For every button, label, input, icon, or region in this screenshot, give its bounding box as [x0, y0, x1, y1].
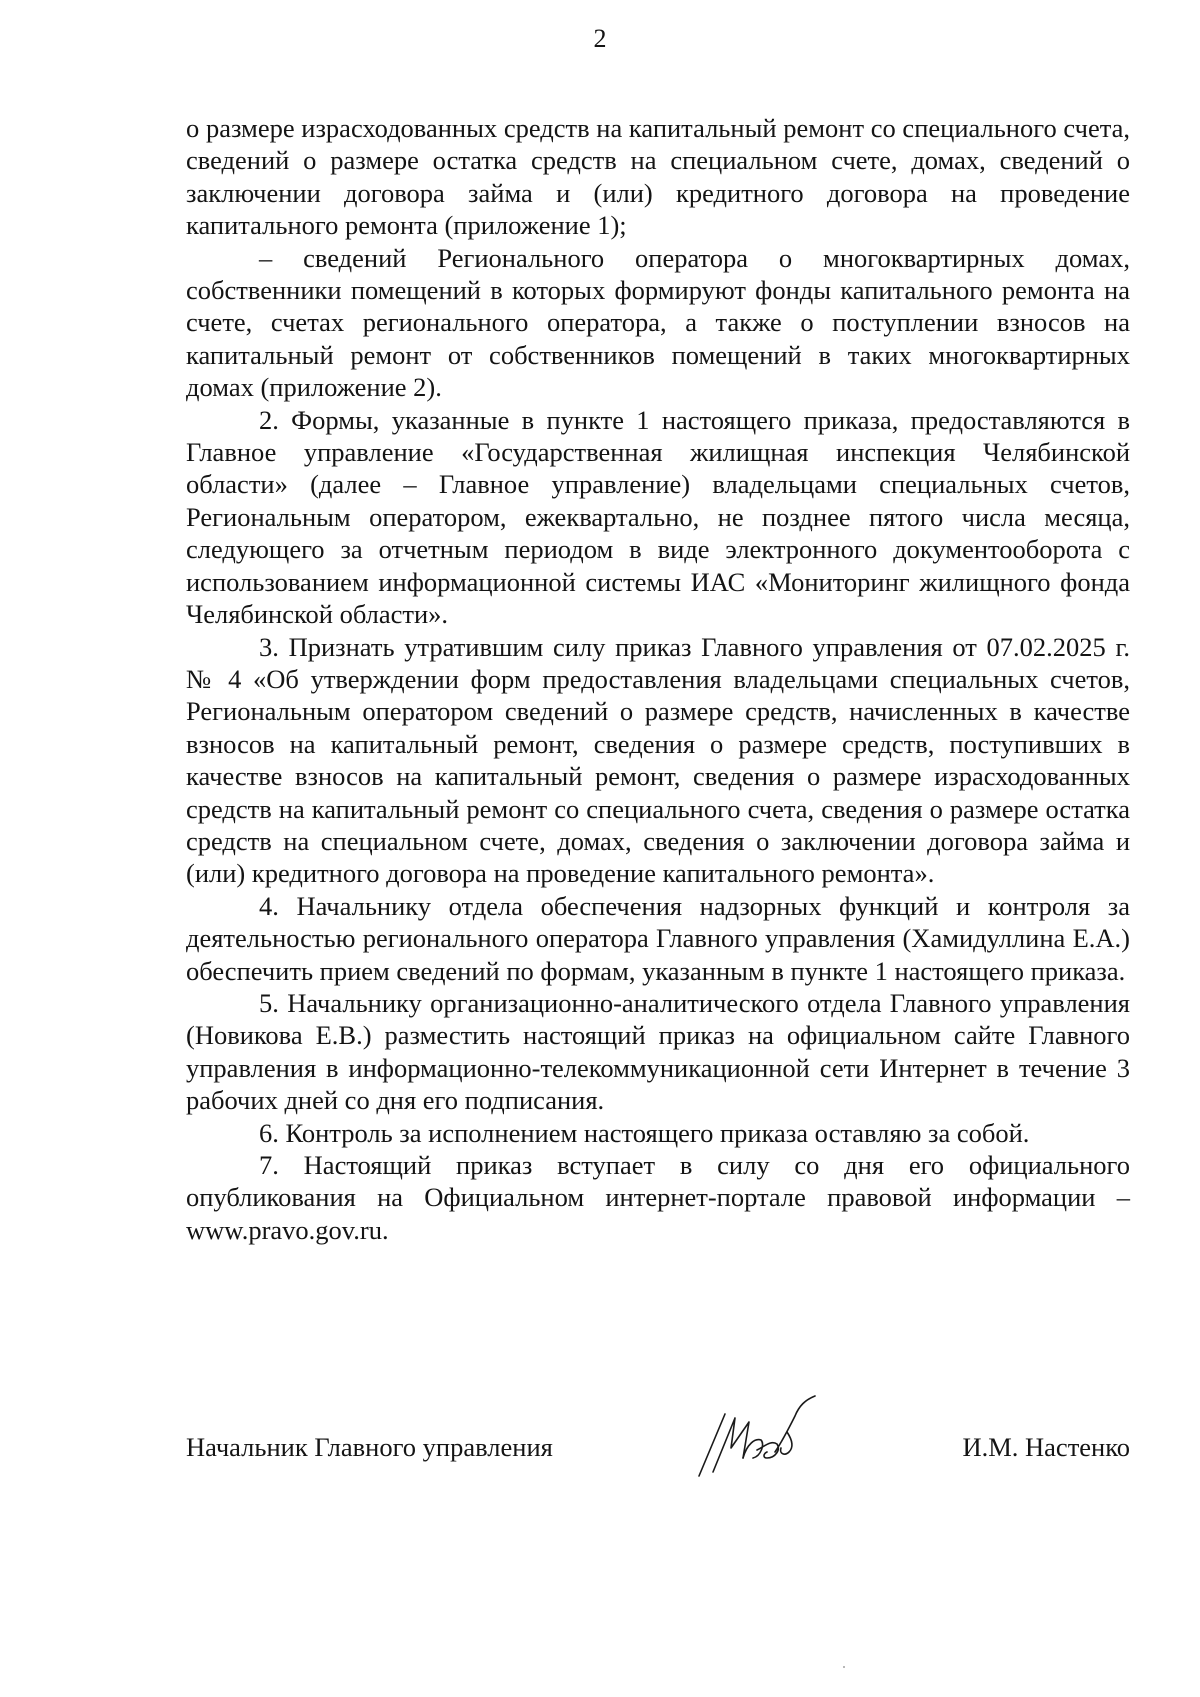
paragraph-point-7: 7. Настоящий приказ вступает в силу со дня его официального опубликования на Официальном интернет-портале правовой информации – www.pravo.gov.ru.: [186, 1150, 1130, 1245]
signatory-name: И.М. Настенко: [962, 1432, 1130, 1462]
signature-block: [186, 1388, 1130, 1478]
paragraph-continuation: о размере израсходованных средств на капитальный ремонт со специального счета, сведений о размере остатка средств на специальном счете, домах, сведений о заключении договора займа и (или) кредитного договора на проведение капитального ремонта (приложение 1);: [186, 113, 1130, 241]
paragraph-point-2: 2. Формы, указанные в пункте 1 настоящего приказа, предоставляются в Главное управление «Государственная жилищная инспекция Челябинской области» (далее – Главное управление) владельцами специальных счетов, Региональным оператором, ежеквартально, не позднее пятого числа месяца, следующего за отчетным периодом в виде электронного документооборота с использованием информационной системы ИАС «Мониторинг жилищного фонда Челябинской области».: [186, 404, 1130, 630]
paragraph-point-6: 6. Контроль за исполнением настоящего приказа оставляю за собой.: [259, 1117, 1030, 1148]
scan-speck: [843, 1666, 845, 1668]
paragraph-point-5: 5. Начальнику организационно-аналитического отдела Главного управления (Новикова Е.В.) разместить настоящий приказ на официальном сайте Главного управления в информационно-телекоммуникационной сети Интернет в течение 3 рабочих дней со дня его подписания.: [186, 987, 1130, 1116]
paragraph-point-3: 3. Признать утратившим силу приказ Главного управления от 07.02.2025 г. № 4 «Об утверждении форм предоставления владельцами специальных счетов, Региональным оператором сведений о размере средств, начисленных в качестве взносов на капитальный ремонт, сведения о размере средств, поступивших в качестве взносов на капитальный ремонт, сведения о размере израсходованных средств на капитальный ремонт со специального счета, сведения о размере остатка средств на специальном счете, домах, сведения о заключении договора займа и (или) кредитного договора на проведение капитального ремонта».: [186, 631, 1130, 889]
page-number: 2: [593, 24, 607, 53]
paragraph-point-4: 4. Начальнику отдела обеспечения надзорных функций и контроля за деятельностью регионального оператора Главного управления (Хамидуллина Е.А.) обеспечить прием сведений по формам, указанным в пункте 1 настоящего приказа.: [186, 890, 1130, 986]
handwritten-signature: [691, 1388, 821, 1488]
paragraph-regional-operator-item: – сведений Регионального оператора о многоквартирных домах, собственники помещений в которых формируют фонды капитального ремонта на счете, счетах регионального оператора, а также о поступлении взносов на капитальный ремонт от собственников помещений в таких многоквартирных домах (приложение 2).: [186, 242, 1130, 403]
document-body: [186, 112, 1130, 1246]
signatory-title: Начальник Главного управления: [186, 1432, 553, 1462]
